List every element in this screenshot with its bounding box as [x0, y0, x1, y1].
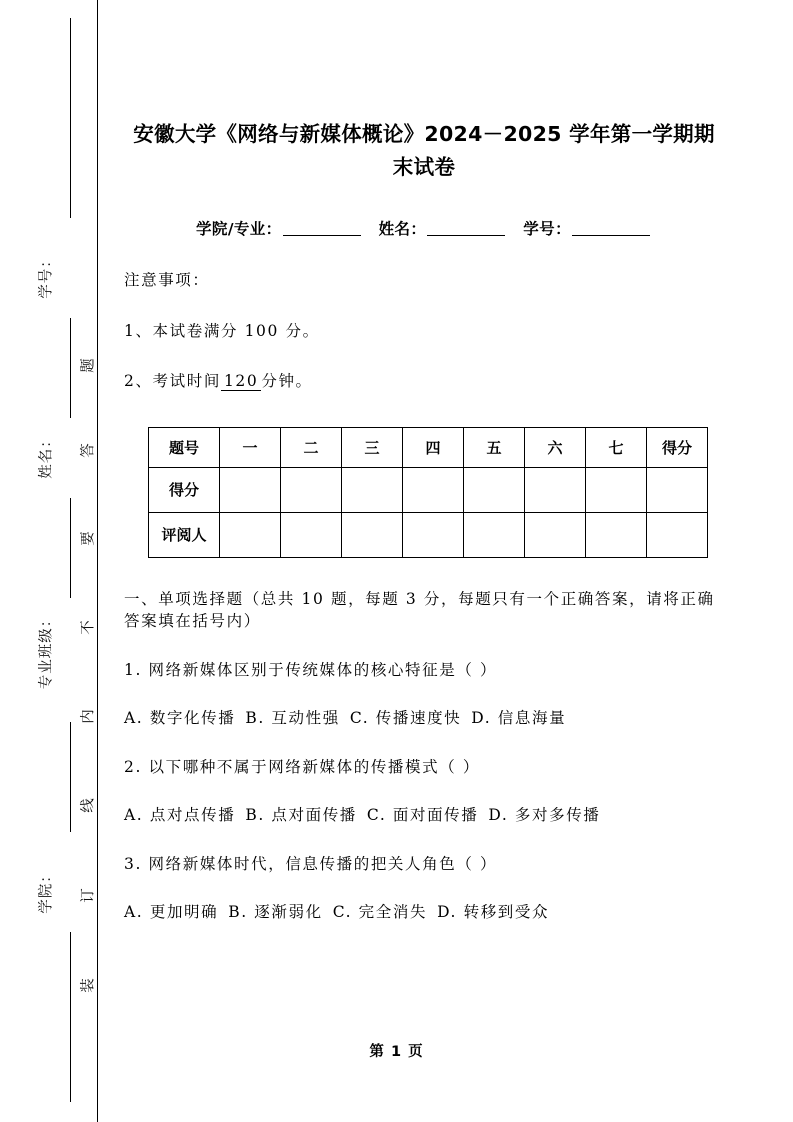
- score-cell[interactable]: [342, 467, 403, 512]
- score-cell[interactable]: [281, 467, 342, 512]
- option-b[interactable]: B. 点对面传播: [245, 806, 357, 825]
- seal-label-student-id: 学号：: [38, 252, 55, 299]
- student-info-line: [124, 184, 724, 239]
- notice-2-suffix: 分钟。: [261, 372, 313, 391]
- department-input[interactable]: [283, 235, 361, 236]
- reviewer-cell[interactable]: [464, 512, 525, 557]
- page-title: 安徽大学《网络与新媒体概论》2024－2025 学年第一学期期末试卷: [133, 122, 715, 180]
- seal-char-bu: 不: [80, 620, 97, 635]
- exam-content: [124, 0, 724, 924]
- seal-char-da: 答: [80, 443, 97, 458]
- score-table-header-cell: 得分: [647, 427, 708, 467]
- notices-heading: 注意事项：: [124, 271, 210, 290]
- score-table-container: [124, 393, 724, 558]
- table-row: [149, 427, 708, 467]
- score-row-label: 评阅人: [149, 512, 220, 557]
- score-cell[interactable]: [586, 467, 647, 512]
- seal-char-xian: 线: [80, 798, 97, 813]
- question-options: [124, 681, 724, 729]
- question-stem: 3. 网络新媒体时代，信息传播的把关人角色（ ）: [124, 854, 498, 873]
- table-row: [149, 512, 708, 557]
- seal-char-ti: 题: [80, 358, 97, 373]
- reviewer-cell[interactable]: [220, 512, 281, 557]
- reviewer-cell[interactable]: [525, 512, 586, 557]
- reviewer-cell[interactable]: [342, 512, 403, 557]
- student-id-label: 学号：: [523, 220, 571, 239]
- page-footer: 第 1 页: [369, 1044, 424, 1060]
- score-table-header-cell: 三: [342, 427, 403, 467]
- name-label: 姓名：: [378, 220, 427, 239]
- seal-margin-inner-column: [64, 0, 110, 1122]
- score-cell[interactable]: [525, 467, 586, 512]
- option-b[interactable]: B. 互动性强: [245, 709, 340, 728]
- department-label: 学院/专业：: [196, 220, 282, 239]
- question-stem: 2. 以下哪种不属于网络新媒体的传播模式（ ）: [124, 757, 480, 776]
- reviewer-cell[interactable]: [403, 512, 464, 557]
- seal-char-zhuang: 装: [80, 978, 97, 993]
- option-d[interactable]: D. 转移到受众: [437, 903, 550, 922]
- reviewer-cell[interactable]: [281, 512, 342, 557]
- score-table-header-cell: 七: [586, 427, 647, 467]
- student-id-input[interactable]: [572, 235, 650, 236]
- score-cell[interactable]: [220, 467, 281, 512]
- option-a[interactable]: A. 数字化传播: [124, 709, 236, 728]
- option-d[interactable]: D. 信息海量: [471, 709, 567, 728]
- seal-label-department: 学院：: [38, 867, 55, 914]
- notice-item-2: [124, 342, 724, 392]
- option-c[interactable]: C. 完全消失: [332, 903, 428, 922]
- question-stem: 1. 网络新媒体区别于传统媒体的核心特征是（ ）: [124, 660, 498, 679]
- score-row-label: 得分: [149, 467, 220, 512]
- seal-char-yao: 要: [80, 531, 97, 546]
- seal-label-class: 专业班级：: [38, 611, 55, 690]
- seal-char-nei: 内: [80, 709, 97, 724]
- seal-label-name: 姓名：: [38, 432, 55, 479]
- option-c[interactable]: C. 面对面传播: [366, 806, 479, 825]
- seal-margin-outer-column: [22, 0, 68, 1122]
- option-a[interactable]: A. 点对点传播: [124, 806, 236, 825]
- score-cell[interactable]: [647, 467, 708, 512]
- exam-duration-value: 120: [221, 372, 261, 391]
- score-cell[interactable]: [403, 467, 464, 512]
- score-cell[interactable]: [464, 467, 525, 512]
- notice-2-prefix: 2、考试时间: [124, 372, 221, 391]
- score-table-header-cell: 五: [464, 427, 525, 467]
- score-table-header-cell: 二: [281, 427, 342, 467]
- option-d[interactable]: D. 多对多传播: [488, 806, 601, 825]
- score-table-header-cell: 四: [403, 427, 464, 467]
- notice-item-1: 1、本试卷满分 100 分。: [124, 321, 320, 340]
- reviewer-cell[interactable]: [647, 512, 708, 557]
- score-table: [148, 427, 708, 558]
- question-options: [124, 778, 724, 826]
- name-input[interactable]: [427, 235, 505, 236]
- seal-char-ding: 订: [80, 888, 97, 903]
- score-table-header-cell: 一: [220, 427, 281, 467]
- question-options: [124, 875, 724, 923]
- table-row: [149, 467, 708, 512]
- reviewer-cell[interactable]: [586, 512, 647, 557]
- score-table-header-cell: 六: [525, 427, 586, 467]
- option-a[interactable]: A. 更加明确: [124, 903, 219, 922]
- score-table-header-cell: 题号: [149, 427, 220, 467]
- option-c[interactable]: C. 传播速度快: [349, 709, 462, 728]
- section-1-heading: 一、单项选择题（总共 10 题，每题 3 分，每题只有一个正确答案，请将正确答案填在括号内）: [124, 589, 715, 631]
- option-b[interactable]: B. 逐渐弱化: [228, 903, 323, 922]
